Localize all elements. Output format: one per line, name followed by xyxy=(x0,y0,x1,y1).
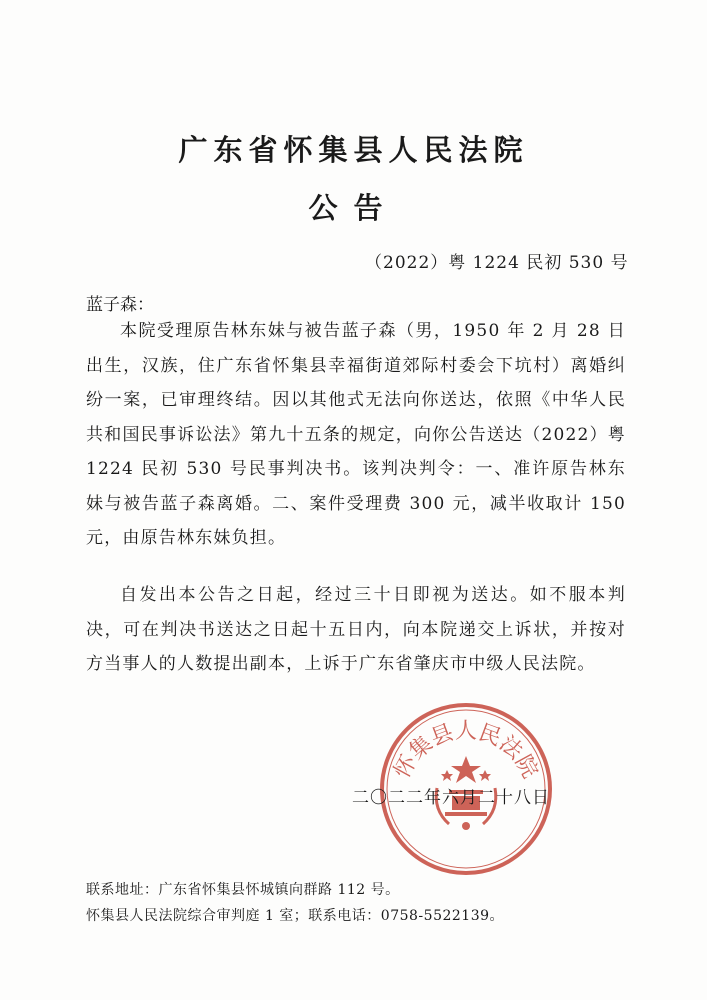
case-number: （2022）粤 1224 民初 530 号 xyxy=(365,253,629,273)
document-type-heading: 公告 xyxy=(308,191,399,225)
contact-phone: 怀集县人民法院综合审判庭 1 室；联系电话：0758-5522139。 xyxy=(86,908,505,924)
addressee: 蓝子森： xyxy=(86,295,154,315)
announcement-paragraph-2: 自发出本公告之日起，经过三十日即视为送达。如不服本判决，可在判决书送达之日起十五日内，向本院递交上诉状，并按对方当事人的人数提出副本，上诉于广东省肇庆市中级人民法院。 xyxy=(86,585,626,674)
seal-text: 怀集县人民法院 xyxy=(389,718,543,783)
announcement-paragraph-1: 本院受理原告林东妹与被告蓝子森（男，1950 年 2 月 28 日出生，汉族，住广东省怀集县幸福街道郊际村委会下坑村）离婚纠纷一案，已审理终结。因以其他式无法向你送达，依照《中华人民共和国民事诉讼法》第九十五条的规定，向你公告送达（2022）粤 1224 民初 530 号民事判决书。该判决判令：一、准许原告林东妹与被告蓝子森离婚。二、案件受理费 300 元，减半收取计 150 元，由原告林东妹负担。 xyxy=(86,321,626,548)
court-name-heading: 广东省怀集县人民法院 xyxy=(178,133,529,167)
signature-date: 二〇二二年六月二十八日 xyxy=(352,788,550,808)
contact-address: 联系地址：广东省怀集县怀城镇向群路 112 号。 xyxy=(86,882,400,898)
